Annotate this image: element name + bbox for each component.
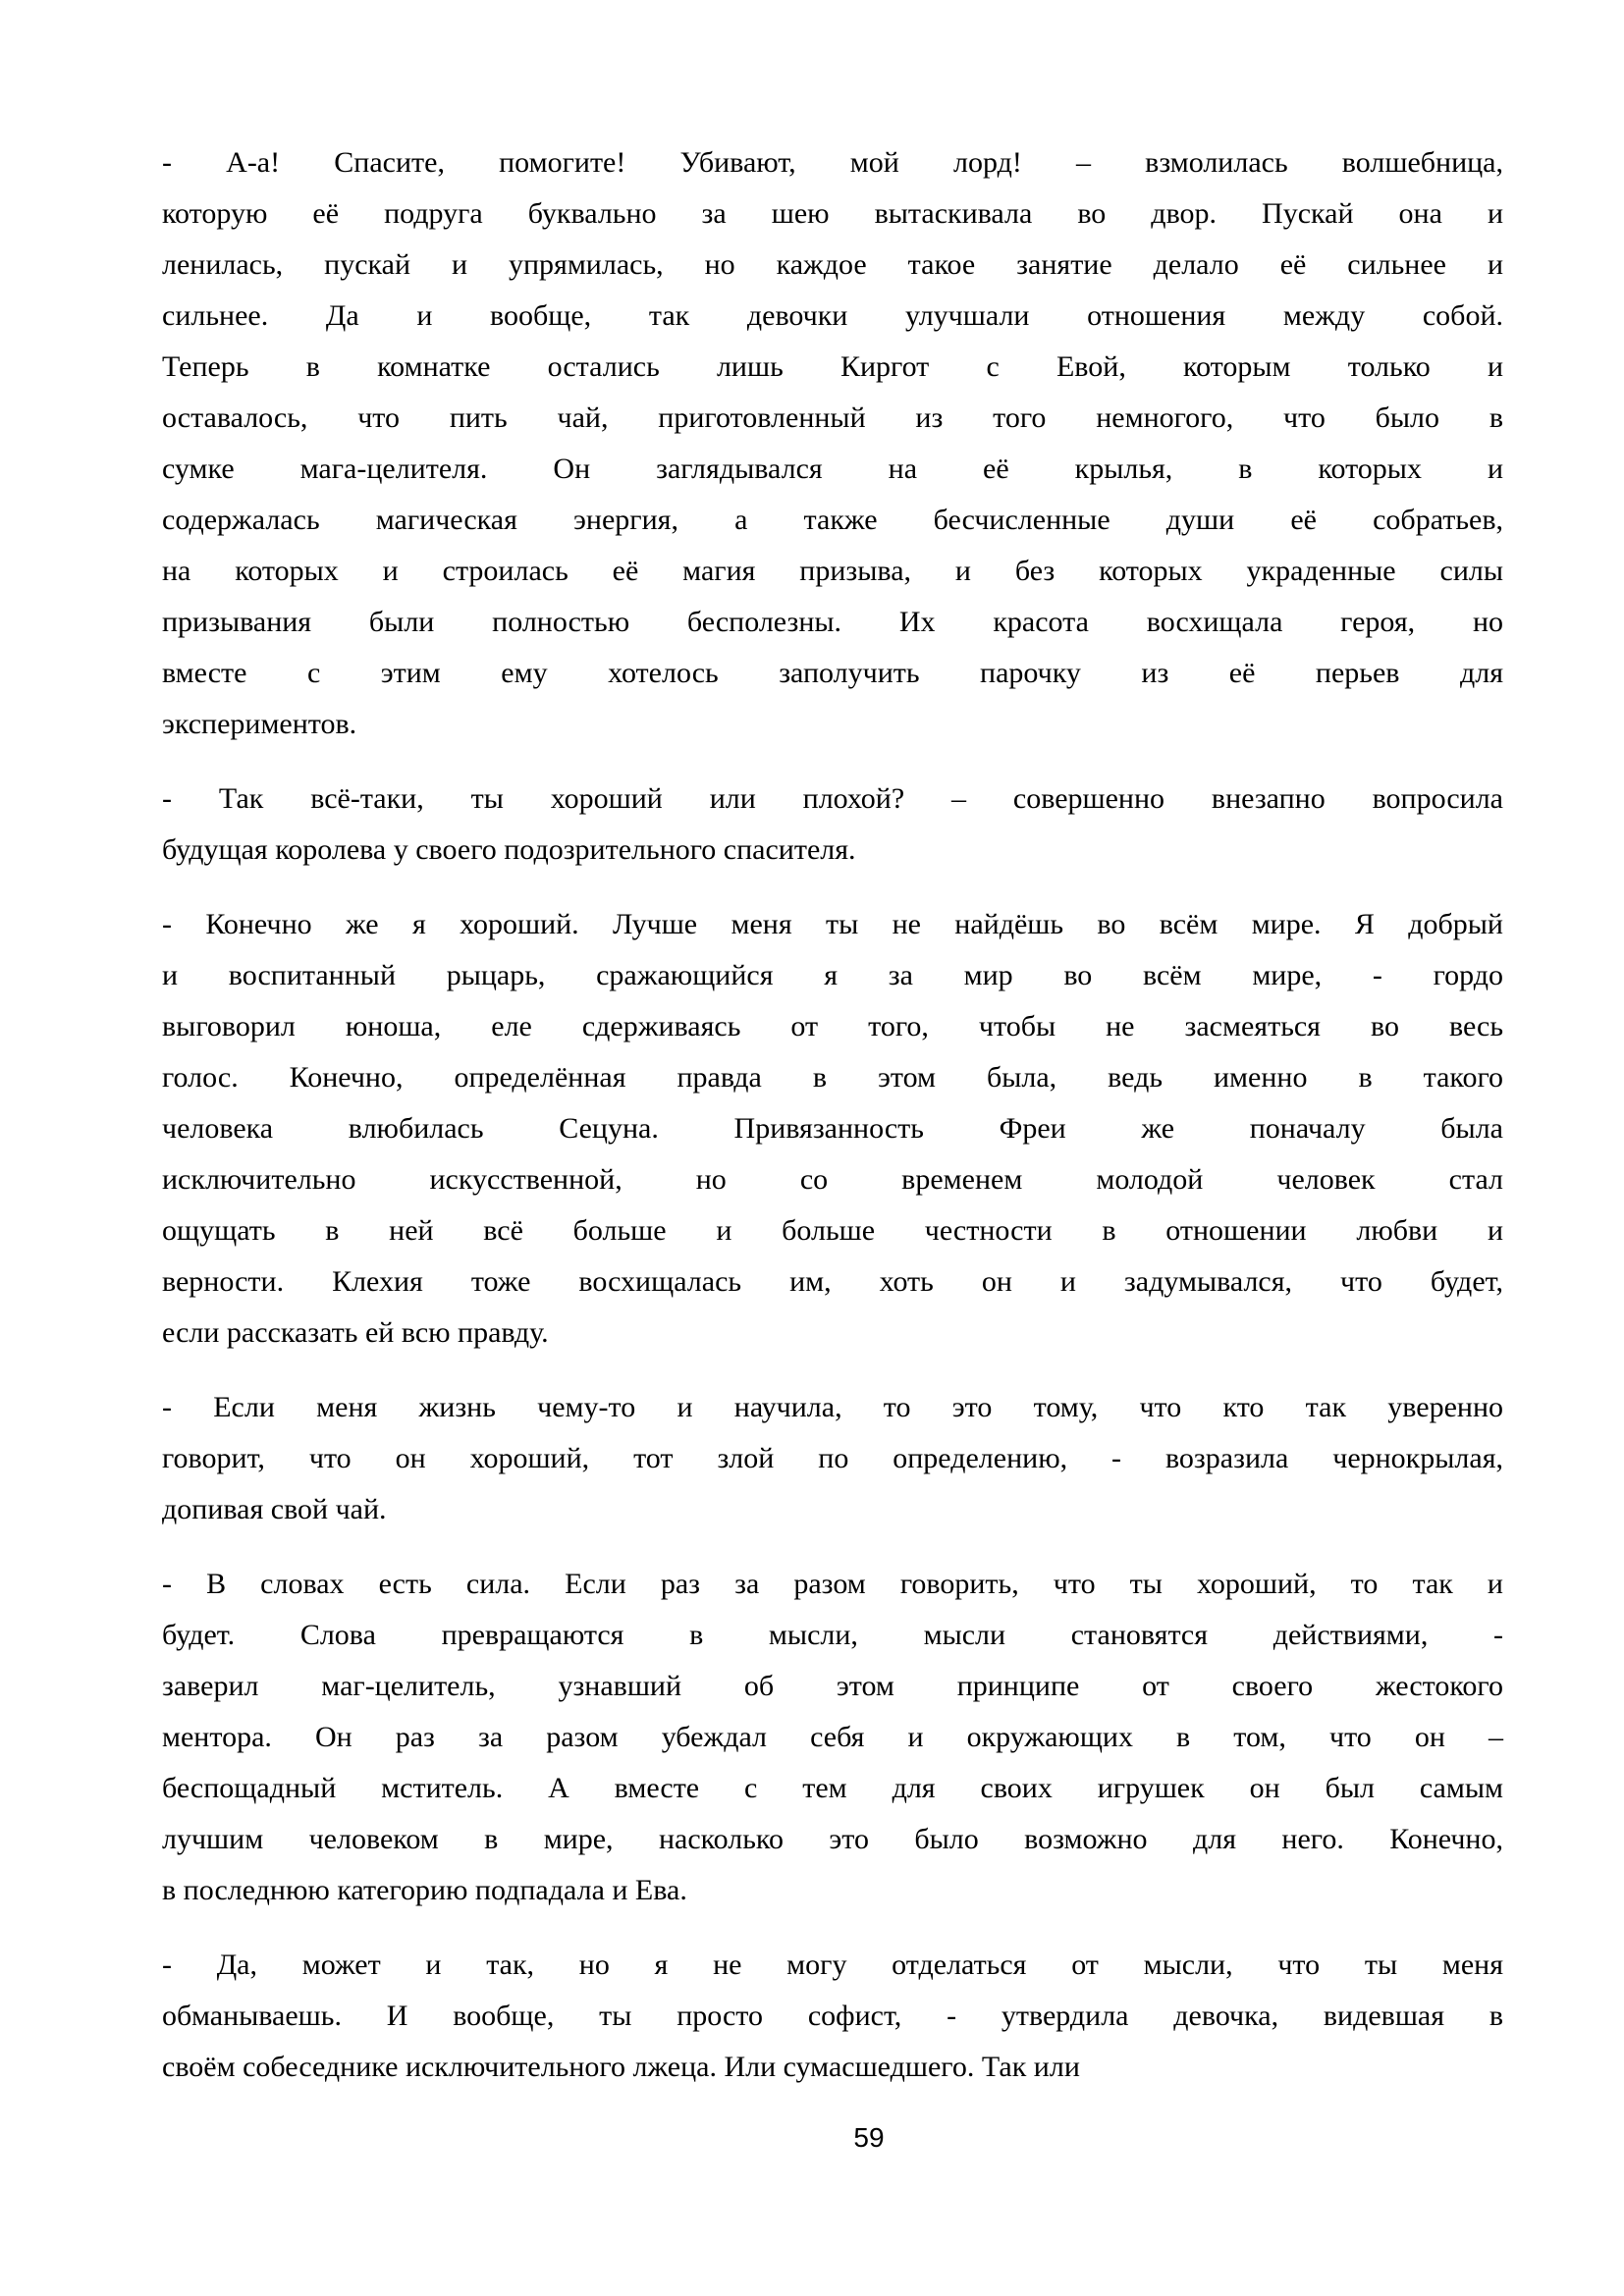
text-line: исключительно искусственной, но со временем молодой человек стал <box>162 1163 1503 1196</box>
text-line: верности. Клехия тоже восхищалась им, хоть он и задумывался, что будет, <box>162 1265 1503 1298</box>
text-line: содержалась магическая энергия, а также бесчисленные души её собратьев, <box>162 504 1503 536</box>
text-line: если рассказать ей всю правду. <box>162 1316 549 1349</box>
paragraph <box>162 1559 1503 1916</box>
text-line: беспощадный мститель. А вместе с тем для своих игрушек он был самым <box>162 1772 1503 1804</box>
paragraph <box>162 137 1503 750</box>
text-line: своём собеседнике исключительного лжеца. Или сумасшедшего. Так или <box>162 2051 1080 2083</box>
text-line: заверил маг-целитель, узнавший об этом принципе от своего жестокого <box>162 1670 1503 1702</box>
text-line: говорит, что он хороший, тот злой по определению, - возразила чернокрылая, <box>162 1442 1503 1474</box>
text-line: - А-а! Спасите, помогите! Убивают, мой лорд! – взмолилась волшебница, <box>162 146 1503 179</box>
text-line: вместе с этим ему хотелось заполучить парочку из её перьев для <box>162 657 1503 689</box>
text-line: будущая королева у своего подозрительного спасителя. <box>162 833 856 866</box>
text-line: - Конечно же я хороший. Лучше меня ты не найдёшь во всём мире. Я добрый <box>162 908 1503 940</box>
text-line: - В словах есть сила. Если раз за разом говорить, что ты хороший, то так и <box>162 1568 1503 1600</box>
text-line: ментора. Он раз за разом убеждал себя и окружающих в том, что он – <box>162 1721 1503 1753</box>
page-number: 59 <box>853 2122 885 2153</box>
text-line: сумке мага-целителя. Он заглядывался на её крылья, в которых и <box>162 453 1503 485</box>
text-line: - Если меня жизнь чему-то и научила, то это тому, что кто так уверенно <box>162 1391 1503 1423</box>
text-line: лучшим человеком в мире, насколько это было возможно для него. Конечно, <box>162 1823 1503 1855</box>
text-line: - Так всё-таки, ты хороший или плохой? – совершенно внезапно вопросила <box>162 782 1503 815</box>
text-line: допивая свой чай. <box>162 1493 387 1525</box>
paragraph <box>162 1940 1503 2093</box>
text-line: - Да, может и так, но я не могу отделаться от мысли, что ты меня <box>162 1949 1503 1981</box>
page-text <box>162 137 1503 2116</box>
text-line: сильнее. Да и вообще, так девочки улучшали отношения между собой. <box>162 299 1503 332</box>
text-line: экспериментов. <box>162 708 357 740</box>
text-line: будет. Слова превращаются в мысли, мысли становятся действиями, - <box>162 1619 1503 1651</box>
text-line: ощущать в ней всё больше и больше честности в отношении любви и <box>162 1214 1503 1247</box>
text-line: призывания были полностью бесполезны. Их красота восхищала героя, но <box>162 606 1503 638</box>
text-line: оставалось, что пить чай, приготовленный из того немногого, что было в <box>162 401 1503 434</box>
text-line: и воспитанный рыцарь, сражающийся я за мир во всём мире, - гордо <box>162 959 1503 991</box>
text-line: выговорил юноша, еле сдерживаясь от того, чтобы не засмеяться во весь <box>162 1010 1503 1042</box>
text-line: Теперь в комнатке остались лишь Киргот с Евой, которым только и <box>162 350 1503 383</box>
paragraph <box>162 1382 1503 1535</box>
text-line: человека влюбилась Сецуна. Привязанность Фреи же поначалу была <box>162 1112 1503 1145</box>
text-line: в последнюю категорию подпадала и Ева. <box>162 1874 687 1906</box>
paragraph <box>162 899 1503 1359</box>
text-line: ленилась, пускай и упрямилась, но каждое такое занятие делало её сильнее и <box>162 248 1503 281</box>
text-line: голос. Конечно, определённая правда в этом была, ведь именно в такого <box>162 1061 1503 1094</box>
text-line: обманываешь. И вообще, ты просто софист, - утвердила девочка, видевшая в <box>162 2000 1503 2032</box>
text-line: которую её подруга буквально за шею вытаскивала во двор. Пускай она и <box>162 197 1503 230</box>
paragraph <box>162 774 1503 876</box>
text-line: на которых и строилась её магия призыва, и без которых украденные силы <box>162 555 1503 587</box>
